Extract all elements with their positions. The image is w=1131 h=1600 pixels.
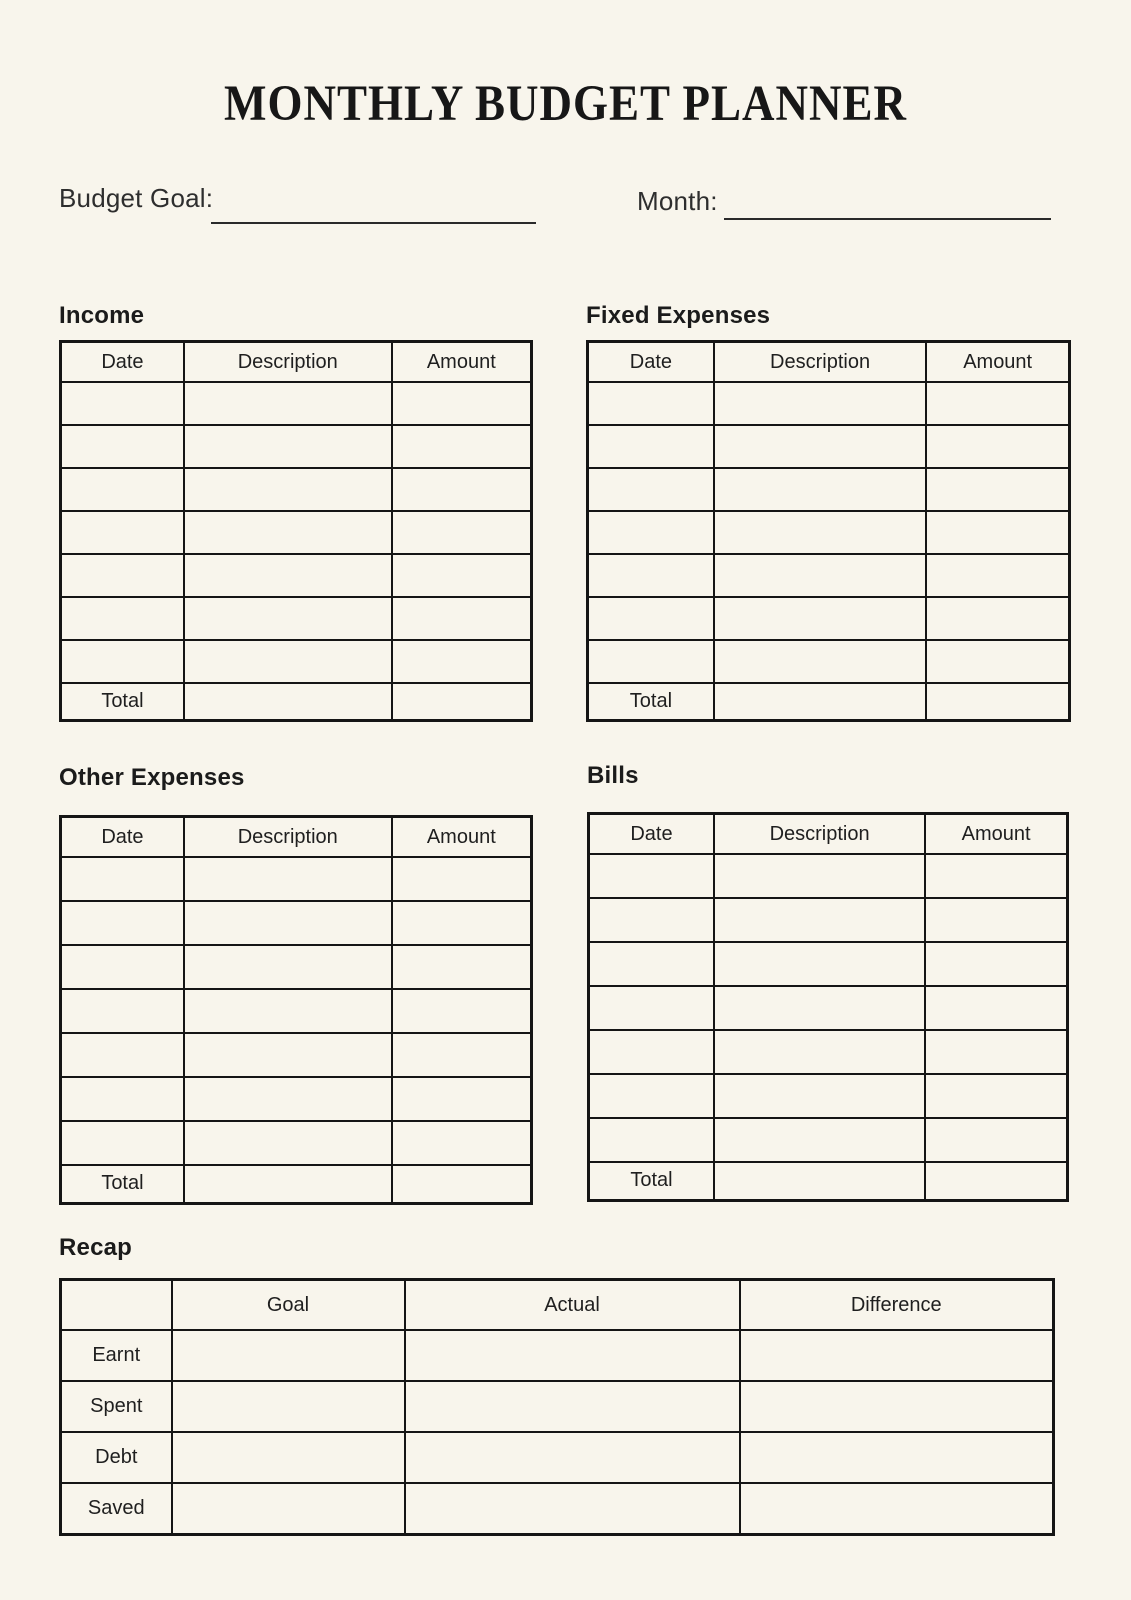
recap-header-row [61, 1280, 1054, 1331]
table-row [61, 425, 532, 468]
bills-heading: Bills [587, 762, 639, 789]
other-expenses-total-amount [392, 1165, 532, 1203]
table-row [589, 1074, 1068, 1118]
fixed-expenses-total-amount [926, 683, 1069, 721]
recap-label-debt: Debt [61, 1432, 172, 1483]
recap-col-difference: Difference [740, 1280, 1054, 1331]
bills-table [587, 812, 1069, 1202]
bills-col-description: Description [714, 814, 925, 855]
table-row [588, 468, 1070, 511]
other-expenses-total-row [61, 1165, 532, 1203]
income-total-amount [392, 683, 532, 721]
income-heading: Income [59, 302, 145, 329]
bills-total-label: Total [589, 1162, 714, 1200]
table-row [61, 857, 532, 901]
income-table [59, 340, 533, 722]
recap-table [59, 1278, 1055, 1536]
fixed-expenses-total-label: Total [588, 683, 714, 721]
table-row [61, 597, 532, 640]
table-row [589, 1030, 1068, 1074]
recap-row-earnt [61, 1330, 1054, 1381]
recap-col-blank [61, 1280, 172, 1331]
fixed-expenses-table [586, 340, 1071, 722]
income-header-row [61, 342, 532, 383]
recap-label-earnt: Earnt [61, 1330, 172, 1381]
bills-total-row [589, 1162, 1068, 1200]
income-col-amount: Amount [392, 342, 532, 383]
table-row [61, 382, 532, 425]
table-row [61, 1033, 532, 1077]
table-row [589, 898, 1068, 942]
table-row [61, 1077, 532, 1121]
recap-row-saved [61, 1483, 1054, 1535]
other-expenses-heading: Other Expenses [59, 764, 245, 791]
table-row [589, 854, 1068, 898]
month-line [724, 218, 1051, 220]
table-row [589, 986, 1068, 1030]
income-col-description: Description [184, 342, 392, 383]
recap-row-spent [61, 1381, 1054, 1432]
other-expenses-header-row [61, 817, 532, 858]
fixed-expenses-header-row [588, 342, 1070, 383]
bills-header-row [589, 814, 1068, 855]
table-row [61, 989, 532, 1033]
page-title: MONTHLY BUDGET PLANNER [224, 75, 907, 132]
fixed-expenses-heading: Fixed Expenses [586, 302, 771, 329]
table-row [588, 511, 1070, 554]
other-expenses-col-date: Date [61, 817, 184, 858]
budget-goal-label: Budget Goal: [59, 183, 214, 213]
recap-col-actual: Actual [405, 1280, 740, 1331]
table-row [61, 468, 532, 511]
table-row [61, 1121, 532, 1165]
fixed-expenses-col-amount: Amount [926, 342, 1069, 383]
table-row [61, 640, 532, 683]
recap-col-goal: Goal [172, 1280, 405, 1331]
recap-heading: Recap [59, 1234, 133, 1261]
other-expenses-col-description: Description [184, 817, 392, 858]
recap-label-saved: Saved [61, 1483, 172, 1535]
table-row [61, 901, 532, 945]
income-total-row [61, 683, 532, 721]
bills-col-amount: Amount [925, 814, 1067, 855]
income-col-date: Date [61, 342, 184, 383]
fixed-expenses-col-description: Description [714, 342, 927, 383]
budget-goal-line [211, 222, 536, 224]
fixed-expenses-total-row [588, 683, 1070, 721]
table-row [589, 1118, 1068, 1162]
income-total-label: Total [61, 683, 184, 721]
table-row [588, 640, 1070, 683]
bills-col-date: Date [589, 814, 714, 855]
recap-label-spent: Spent [61, 1381, 172, 1432]
table-row [588, 597, 1070, 640]
table-row [588, 425, 1070, 468]
table-row [588, 554, 1070, 597]
other-expenses-total-label: Total [61, 1165, 184, 1203]
recap-row-debt [61, 1432, 1054, 1483]
other-expenses-table [59, 815, 533, 1205]
table-row [589, 942, 1068, 986]
bills-total-amount [925, 1162, 1067, 1200]
table-row [61, 554, 532, 597]
other-expenses-col-amount: Amount [392, 817, 532, 858]
table-row [588, 382, 1070, 425]
table-row [61, 511, 532, 554]
table-row [61, 945, 532, 989]
month-label: Month: [637, 186, 718, 216]
fixed-expenses-col-date: Date [588, 342, 714, 383]
